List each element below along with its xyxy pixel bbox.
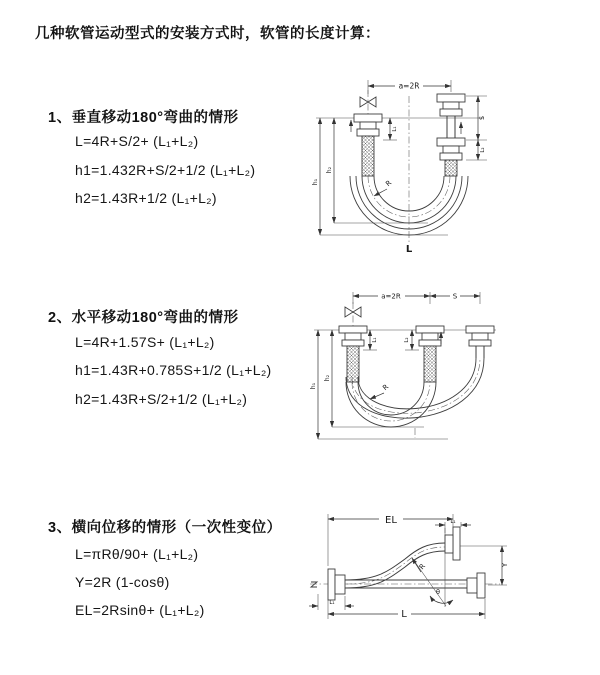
braided-hose [362, 136, 374, 176]
dim-label-s: S [479, 116, 486, 120]
diagram-horizontal-180-bend [306, 282, 590, 468]
dim-label-h2: h₂ [324, 374, 331, 382]
dim-label-l1: L₁ [392, 126, 398, 132]
radius-label-r: R [384, 178, 394, 189]
flange-neck [443, 102, 459, 109]
radius-arrow [374, 189, 387, 196]
flange-neck [445, 535, 453, 553]
flange [419, 340, 441, 346]
flange [357, 129, 379, 136]
flange [354, 114, 382, 122]
flange-neck [335, 575, 345, 594]
flange [453, 527, 460, 560]
hose-bottom-wall [345, 551, 445, 588]
flange [328, 569, 335, 600]
section1-heading: 1、垂直移动180°弯曲的情形 [48, 110, 239, 126]
section2-formula-L: L=4R+1.57S+ (L₁+L₂) [75, 334, 215, 350]
dim-label-y: Y [501, 562, 509, 568]
hose-moved-centerline [352, 358, 480, 413]
diagram-vertical-180-bend [306, 70, 590, 258]
section3-heading: 3、横向位移的情形（一次性变位） [48, 520, 282, 536]
dim-label-l1-top: L₁ [450, 519, 456, 525]
dim-label-s: S [452, 292, 458, 301]
dim-label-h1: h₁ [312, 178, 319, 186]
braided-hose [347, 346, 359, 382]
dim-label-el: EL [385, 515, 397, 526]
hose-moved-outer [346, 358, 484, 418]
dim-label-l: L [405, 244, 413, 255]
section3-formula-L: L=πRθ/90+ (L₁+L₂) [75, 546, 199, 562]
dim-label-l1-bottom: L₁ [329, 600, 335, 606]
flange [440, 153, 462, 160]
dim-label-l: L [401, 609, 407, 620]
page-title: 几种软管运动型式的安装方式时，软管的长度计算： [35, 26, 380, 42]
flange-neck [443, 146, 459, 153]
flange [437, 138, 465, 146]
dim-label-l2: L₂ [480, 147, 486, 153]
angle-label-theta: θ [436, 588, 440, 596]
flange-neck [422, 333, 438, 340]
section2-formula-h2: h2=1.43R+S/2+1/2 (L₁+L₂) [75, 391, 248, 407]
section2-formula-h1: h1=1.43R+0.785S+1/2 (L₁+L₂) [75, 362, 272, 378]
section3-formula-Y: Y=2R (1-cosθ) [75, 574, 170, 590]
dim-label-h1: h₁ [310, 382, 317, 390]
flange [437, 94, 465, 102]
section3-formula-EL: EL=2Rsinθ+ (L₁+L₂) [75, 602, 205, 618]
dim-label-a2r: a=2R [381, 292, 401, 301]
flange [466, 326, 494, 333]
flange [339, 326, 367, 333]
flange [440, 109, 462, 116]
section1-formula-h1: h1=1.432R+S/2+1/2 (L₁+L₂) [75, 162, 256, 178]
dim-label-h2: h₂ [326, 166, 333, 174]
dim-label-a2r: a=2R [398, 81, 420, 91]
flange-neck [360, 122, 376, 129]
section1-formula-h2: h2=1.43R+1/2 (L₁+L₂) [75, 190, 217, 206]
flange [477, 573, 485, 598]
hose-moved-inner [358, 358, 476, 409]
section1-formula-L: L=4R+S/2+ (L₁+L₂) [75, 133, 199, 149]
radius-label-r: R [417, 562, 428, 572]
flange-neck [467, 578, 477, 593]
flange [342, 340, 364, 346]
radius-label-r: R [381, 382, 391, 393]
radius-arrow [370, 393, 384, 399]
flange-neck [472, 333, 488, 340]
flange [469, 340, 491, 346]
braided-hose [424, 346, 436, 382]
braided-hose [445, 160, 457, 176]
flange [416, 326, 444, 333]
centerline-break-mark [311, 582, 317, 587]
dim-label-l2: L₂ [404, 337, 410, 343]
dim-label-l1: L₁ [372, 337, 378, 343]
flange-neck [345, 333, 361, 340]
diagram-lateral-displacement [295, 502, 595, 670]
section2-heading: 2、水平移动180°弯曲的情形 [48, 310, 239, 326]
